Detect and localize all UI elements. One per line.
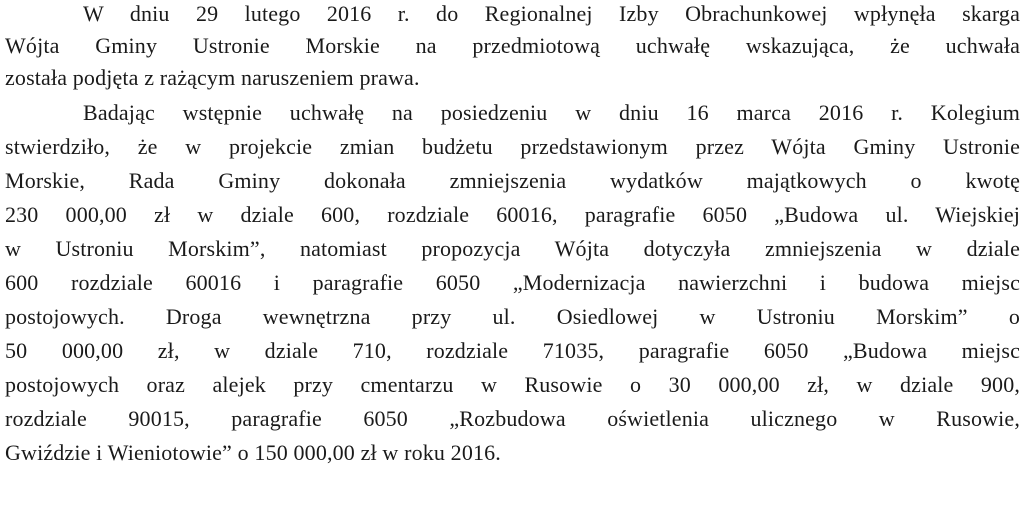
text-line: 600 rozdziale 60016 i paragrafie 6050 „Modernizacja nawierzchni i budowa miejsc (5, 270, 1020, 295)
text-line: postojowych. Droga wewnętrzna przy ul. Osiedlowej w Ustroniu Morskim” o (5, 304, 1020, 329)
text-line: W dniu 29 lutego 2016 r. do Regionalnej Izby Obrachunkowej wpłynęła skarga (83, 1, 1020, 26)
text-line: Gwiździe i Wieniotowie” o 150 000,00 zł w roku 2016. (5, 440, 501, 465)
text-line: Morskie, Rada Gminy dokonała zmniejszenia wydatków majątkowych o kwotę (5, 168, 1020, 193)
text-line: Wójta Gminy Ustronie Morskie na przedmiotową uchwałę wskazująca, że uchwała (5, 33, 1020, 58)
text-line: 230 000,00 zł w dziale 600, rozdziale 60016, paragrafie 6050 „Budowa ul. Wiejskiej (5, 202, 1020, 227)
text-line: w Ustroniu Morskim”, natomiast propozycja Wójta dotyczyła zmniejszenia w dziale (5, 236, 1020, 261)
text-line: stwierdziło, że w projekcie zmian budżetu przedstawionym przez Wójta Gminy Ustronie (5, 134, 1020, 159)
text-line: Badając wstępnie uchwałę na posiedzeniu w dniu 16 marca 2016 r. Kolegium (83, 100, 1020, 125)
text-line: 50 000,00 zł, w dziale 710, rozdziale 71035, paragrafie 6050 „Budowa miejsc (5, 338, 1020, 363)
text-line: została podjęta z rażącym naruszeniem prawa. (5, 65, 420, 90)
text-line: postojowych oraz alejek przy cmentarzu w Rusowie o 30 000,00 zł, w dziale 900, (5, 372, 1020, 397)
text-line: rozdziale 90015, paragrafie 6050 „Rozbudowa oświetlenia ulicznego w Rusowie, (5, 406, 1020, 431)
